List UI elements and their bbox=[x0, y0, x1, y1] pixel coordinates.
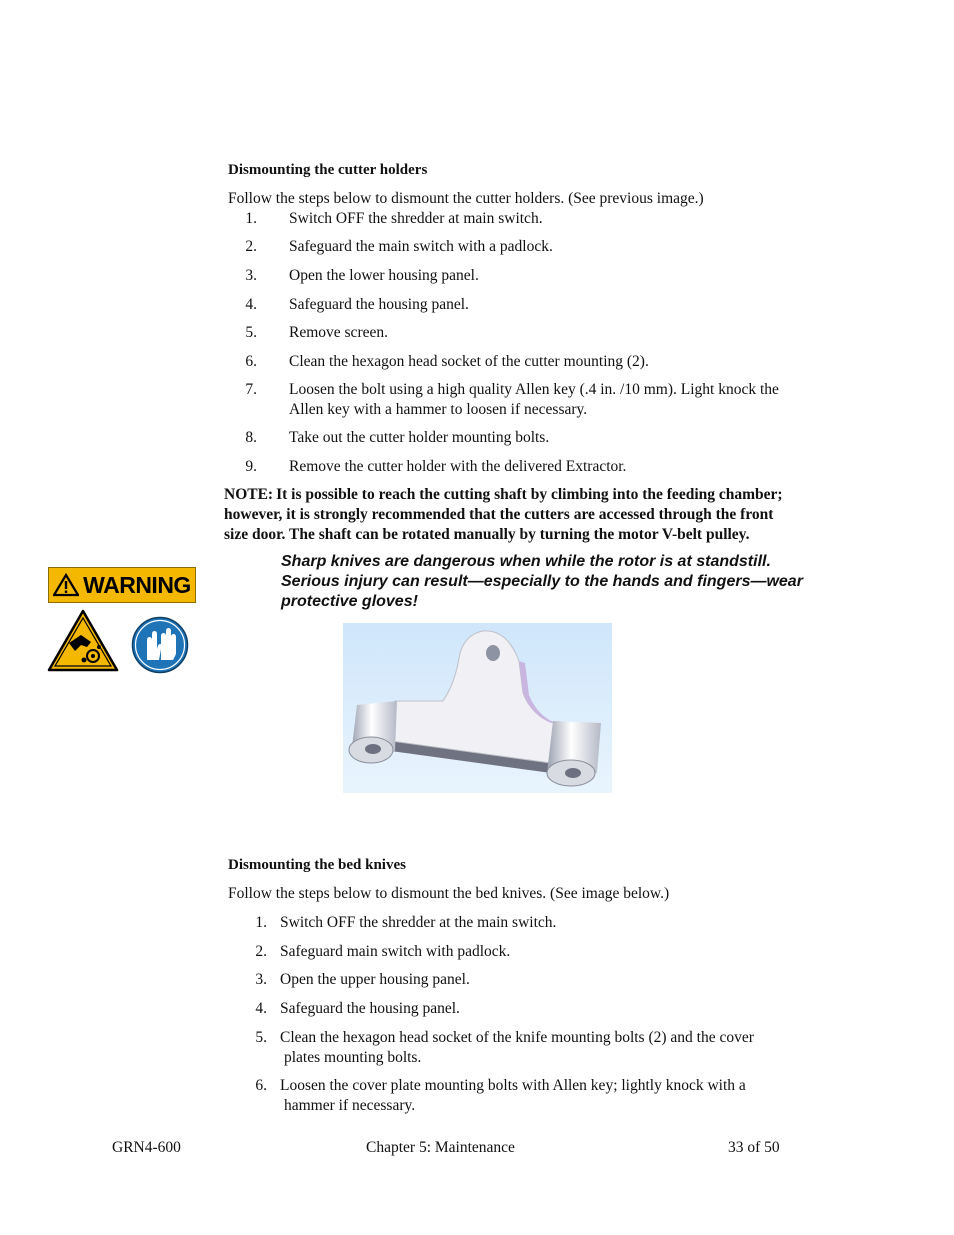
warning-message bbox=[281, 552, 861, 612]
note-line-1: It is possible to reach the cutting shaft by climbing into the feeding chamber; bbox=[276, 486, 783, 503]
section-heading-cutter-holders: Dismounting the cutter holders bbox=[228, 162, 428, 178]
warning-triangle-icon bbox=[53, 573, 79, 597]
section-intro-bed-knives: Follow the steps below to dismount the bed knives. (See image below.) bbox=[228, 885, 670, 902]
cutting-hazard-icon bbox=[47, 609, 119, 672]
warning-line-3: protective gloves! bbox=[281, 593, 418, 610]
footer-chapter: Chapter 5: Maintenance bbox=[366, 1139, 515, 1156]
note-block bbox=[224, 485, 864, 545]
warning-badge-text: WARNING bbox=[83, 571, 191, 598]
gloves-icon bbox=[131, 616, 189, 674]
section-intro-cutter-holders: Follow the steps below to dismount the cutter holders. (See previous image.) bbox=[228, 190, 704, 207]
section-heading-bed-knives: Dismounting the bed knives bbox=[228, 857, 406, 873]
cutter-holder-image bbox=[343, 623, 612, 793]
note-label: NOTE: bbox=[224, 486, 274, 503]
footer-doc-id: GRN4-600 bbox=[112, 1139, 181, 1156]
warning-badge bbox=[48, 567, 196, 603]
note-line-3: size door. The shaft can be rotated manually by turning the motor V-belt pulley. bbox=[224, 526, 750, 543]
footer-page-number: 33 of 50 bbox=[728, 1139, 780, 1156]
note-line-2: however, it is strongly recommended that the cutters are accessed through the front bbox=[224, 506, 774, 523]
warning-line-1: Sharp knives are dangerous when while the rotor is at standstill. bbox=[281, 553, 771, 570]
warning-line-2: Serious injury can result—especially to the hands and fingers—wear bbox=[281, 573, 803, 590]
